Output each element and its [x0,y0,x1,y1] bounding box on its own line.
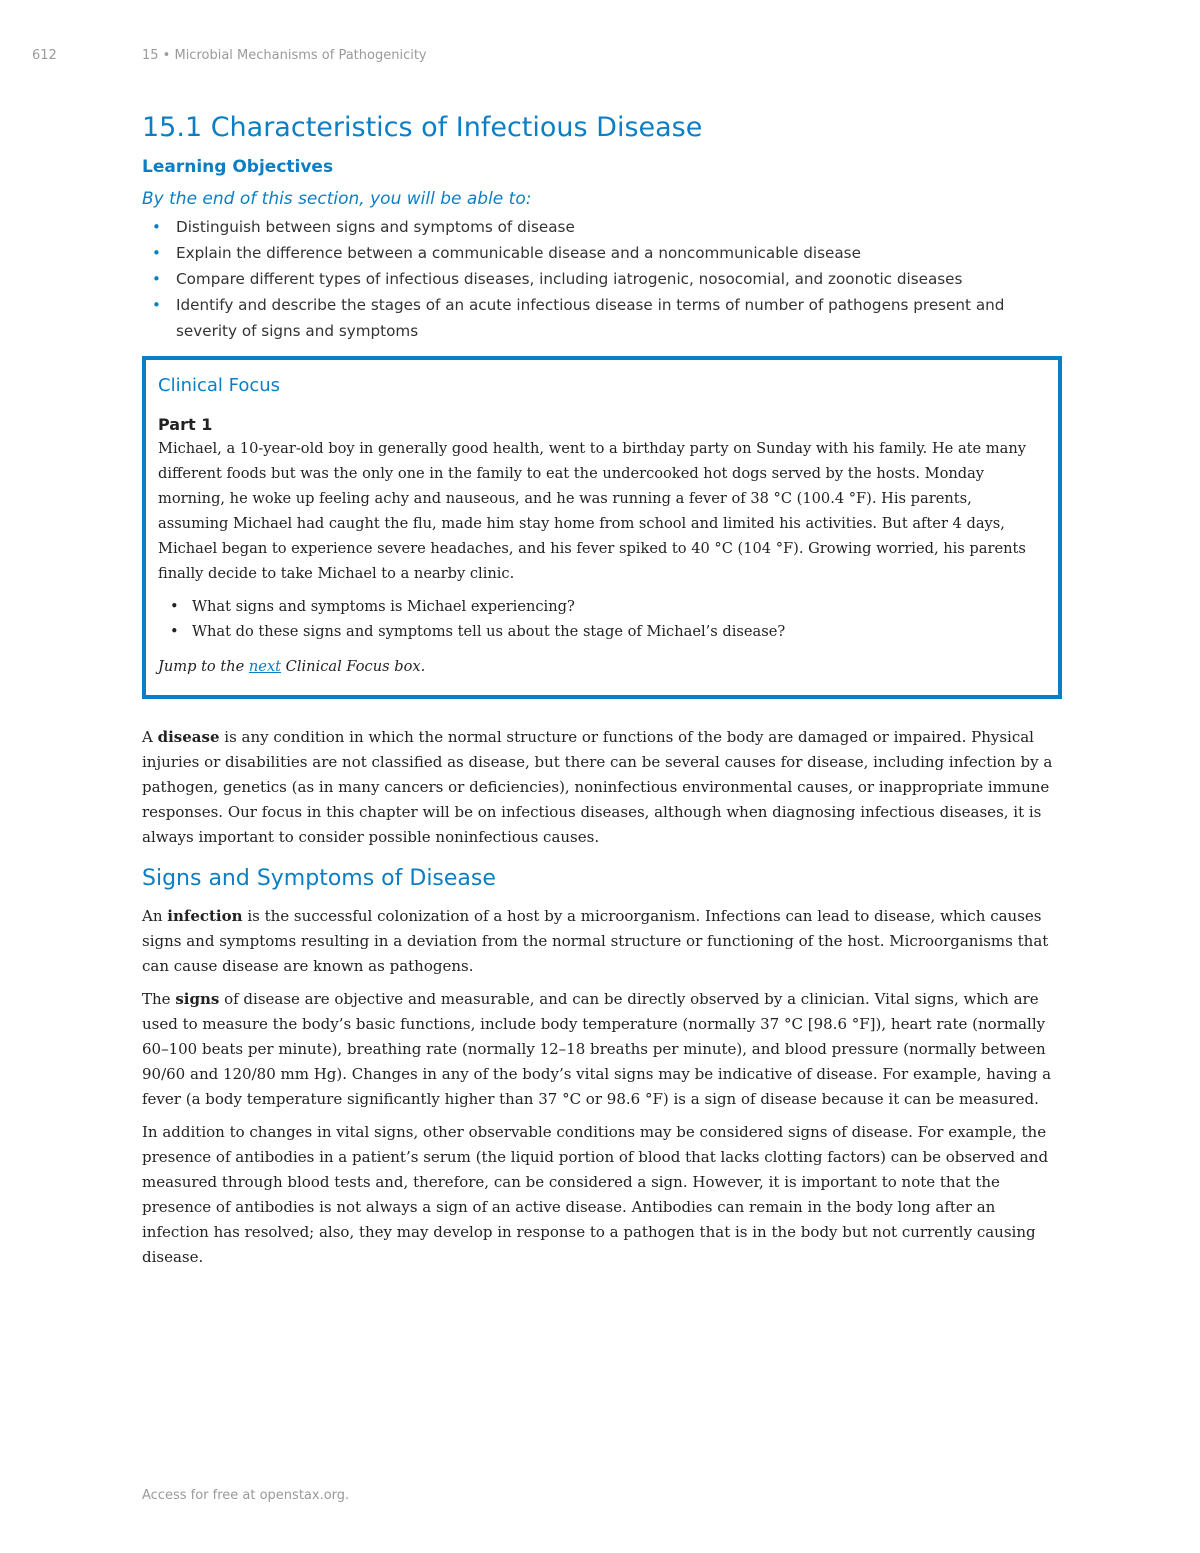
term-disease: disease [157,728,220,746]
page-number: 612 [32,48,57,63]
clinical-focus-title: Clinical Focus [158,375,281,396]
bullet-icon: • [152,218,161,236]
bullet-icon: • [152,244,161,262]
objective-item: • Explain the difference between a communicable disease and a noncommunicable disease [142,240,1060,266]
term-signs: signs [175,990,220,1008]
chapter-title: 15 • Microbial Mechanisms of Pathogenicity [142,48,427,63]
question-item: • What signs and symptoms is Michael experiencing? [158,594,1046,619]
clinical-focus-jump: Jump to the next Clinical Focus box. [158,658,426,675]
clinical-focus-text: Michael, a 10-year-old boy in generally good health, went to a birthday party on Sunday with his family. He ate many different foods but was the only one in the family to eat the undercooked hot dogs served by the hosts. Monday morning, he woke up feeling achy and nauseous, and he was running a fever of 38 °C (100.4 °F). His parents, assuming Michael had caught the flu, made him stay home from school and limited his activities. But after 4 days, Michael began to experience severe headaches, and his fever spiked to 40 °C (104 °F). Growing worried, his parents finally decide to take Michael to a nearby clinic. [158,440,1026,582]
paragraph-infection: An infection is the successful colonization of a host by a microorganism. Infections can lead to disease, which causes signs and symptoms resulting in a deviation from the normal structure or functioning of the host. Microorganisms that can cause disease are known as pathogens. [142,907,1049,975]
running-head [32,48,427,63]
paragraph-signs: The signs of disease are objective and measurable, and can be directly observed by a clinician. Vital signs, which are used to measure the body’s basic functions, include body temperature (normally 37 °C [98.6 °F]), heart rate (normally 60–100 beats per minute), breathing rate (normally 12–18 breaths per minute), and blood pressure (normally between 90/60 and 120/80 mm Hg). Changes in any of the body’s vital signs may be indicative of disease. For example, having a fever (a body temperature significantly higher than 37 °C or 98.6 °F) is a sign of disease because it can be measured. [142,990,1052,1108]
learning-objectives-list [142,214,1060,344]
learning-objectives-heading: Learning Objectives [142,157,334,177]
next-clinical-focus-link[interactable]: next [248,658,282,675]
page-content [142,108,1060,1270]
bullet-icon: • [170,623,179,640]
section-title: 15.1 Characteristics of Infectious Disease [142,112,703,143]
clinical-focus-box [142,356,1062,699]
objective-item: • Compare different types of infectious diseases, including iatrogenic, nosocomial, and zoonotic diseases [142,266,1060,292]
paragraph-disease: A disease is any condition in which the normal structure or functions of the body are damaged or impaired. Physical injuries or disabilities are not classified as disease, but there can be several causes for disease, including infection by a pathogen, genetics (as in many cancers or deficiencies), noninfectious environmental causes, or inappropriate immune responses. Our focus in this chapter will be on infectious diseases, although when diagnosing infectious diseases, it is always important to consider possible noninfectious causes. [142,728,1053,846]
question-item: • What do these signs and symptoms tell us about the stage of Michael’s disease? [158,619,1046,644]
subsection-heading: Signs and Symptoms of Disease [142,866,496,891]
footer-access: Access for free at openstax.org. [142,1488,350,1503]
bullet-icon: • [152,270,161,288]
learning-objectives-intro: By the end of this section, you will be able to: [142,189,532,209]
clinical-focus-part: Part 1 [158,415,213,434]
objective-item: • Identify and describe the stages of an acute infectious disease in terms of number of pathogens present and severity of signs and symptoms [142,292,1060,344]
clinical-focus-questions [158,594,1046,644]
bullet-icon: • [170,598,179,615]
paragraph-antibodies: In addition to changes in vital signs, other observable conditions may be considered signs of disease. For example, the presence of antibodies in a patient’s serum (the liquid portion of blood that lacks clotting factors) can be observed and measured through blood tests and, therefore, can be considered a sign. However, it is important to note that the presence of antibodies is not always a sign of an active disease. Antibodies can remain in the body long after an infection has resolved; also, they may develop in response to a pathogen that is in the body but not currently causing disease. [142,1123,1049,1266]
objective-item: • Distinguish between signs and symptoms of disease [142,214,1060,240]
bullet-icon: • [152,296,161,314]
term-infection: infection [167,907,243,925]
